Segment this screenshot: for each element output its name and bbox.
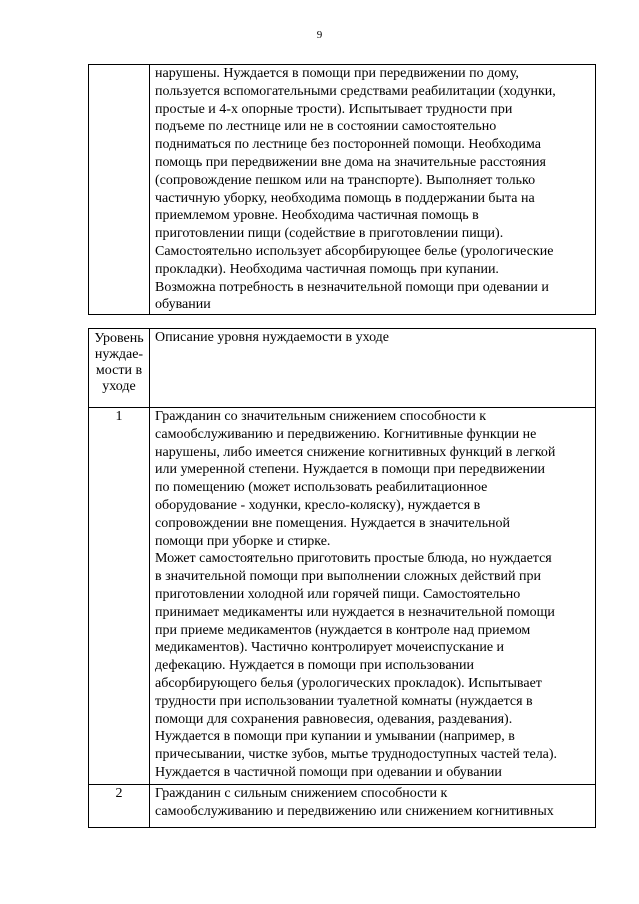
description-cell — [150, 408, 596, 785]
page-number: 9 — [316, 29, 323, 41]
level-cell — [89, 785, 150, 828]
description-header-cell — [150, 329, 596, 408]
table-row — [89, 408, 596, 785]
description-column-header: Описание уровня нуждаемости в уходе — [155, 330, 390, 345]
level-header-cell — [89, 329, 150, 408]
description-cell — [150, 785, 596, 828]
description-cell — [150, 65, 596, 315]
continuation-table — [88, 64, 596, 315]
care-level-table — [88, 328, 596, 828]
level-value: 1 — [115, 409, 123, 424]
table-row — [89, 785, 596, 828]
table-row — [89, 65, 596, 315]
description-text: нарушены. Нуждается в помощи при передвижении по дому, пользуется вспомогательными средствами реабилитации (ходунки, простые и 4-х опорные трости). Испытывает трудности при подъеме по лестнице или не в состоянии самостоятельно подниматься по лестнице без посторонней помощи. Необходима помощь при передвижении вне дома на значительные расстояния (сопровождение пешком или на транспорте). Выполняет только частичную уборку, необходима помощь в поддержании быта на приемлемом уровне. Необходима частичная помощь в приготовлении пищи (содействие в приготовлении пищи). Самостоятельно использует абсорбирующее белье (урологические прокладки). Необходима частичная помощь при купании. Возможна потребность в незначительной помощи при одевании и обувании — [155, 66, 556, 313]
level-column-header: Уровень нуждае- мости в уходе — [94, 331, 144, 394]
table-header-row — [89, 329, 596, 408]
description-paragraph: Может самостоятельно приготовить простые блюда, но нуждается в значительной помощи при выполнении сложных действий при приготовлении холодной или горячей пищи. Самостоятельно принимает медикаменты или нуждается в незначительной помощи при приеме медикаментов (нуждается в контроле над приемом медикаментов). Частично контролирует мочеиспускание и дефекацию. Нуждается в помощи при использовании абсорбирующего белья (урологических прокладок). Испытывает трудности при использовании туалетной комнаты (нуждается в помощи для сохранения равновесия, одевания, раздевания). Нуждается в помощи при купании и умывании (например, в причесывании, чистке зубов, мытье труднодоступных частей тела). Нуждается в частичной помощи при одевании и обувании — [155, 551, 558, 780]
level-cell-empty — [89, 65, 150, 315]
description-paragraph: Гражданин со значительным снижением способности к самообслуживанию и передвижению. Когнитивные функции не нарушены, либо имеется снижение когнитивных функций в легкой или умеренной степени. Нуждается в помощи при передвижении по помещению (может использовать реабилитационное оборудование - ходунки, кресло-коляску), нуждается в сопровождении вне помещения. Нуждается в значительной помощи при уборке и стирке. — [155, 409, 556, 549]
level-value: 2 — [115, 786, 123, 801]
description-paragraph: Гражданин с сильным снижением способности к самообслуживанию и передвижению или снижением когнитивных — [155, 786, 554, 819]
level-cell — [89, 408, 150, 785]
